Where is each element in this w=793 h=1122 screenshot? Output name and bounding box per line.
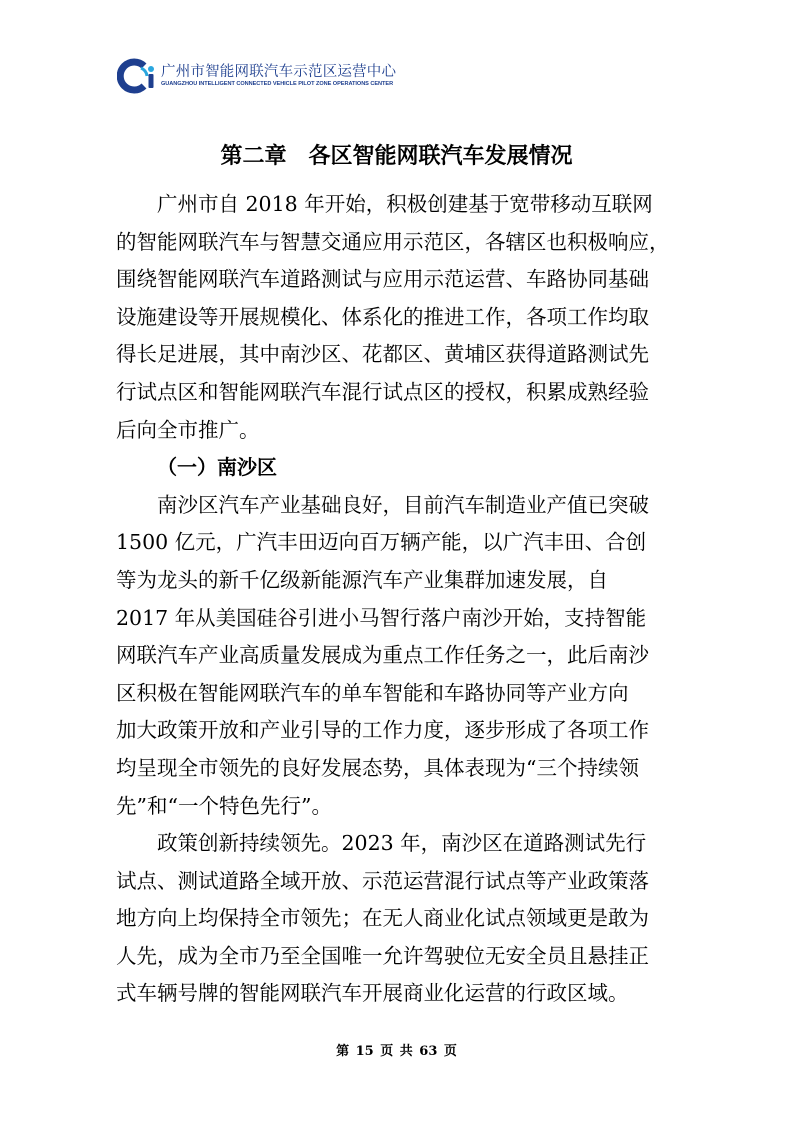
section-paragraph [116,825,678,1013]
intro-paragraph [116,186,678,449]
text-line: 政策创新持续领先。2023 年，南沙区在道路测试先行 [157,831,647,856]
section-paragraph [116,487,678,825]
text-line: 2017 年从美国硅谷引进小马智行落户南沙开始，支持智能 [116,605,647,630]
text-line: 试点、测试道路全域开放、示范运营混行试点等产业政策落 [116,868,649,893]
text-line: 等为龙头的新千亿级新能源汽车产业集群加速发展，自 [116,567,608,592]
text-line: 设施建设等开展规模化、体系化的推进工作，各项工作均取 [116,304,649,329]
text-line: 围绕智能网联汽车道路测试与应用示范运营、车路协同基础 [116,267,649,292]
text-line: 加大政策开放和产业引导的工作力度，逐步形成了各项工作 [116,718,649,743]
text-line: 后向全市推广。 [116,417,260,442]
text-line: 行试点区和智能网联汽车混行试点区的授权，积累成熟经验 [116,379,649,404]
chapter-title: 第二章 各区智能网联汽车发展情况 [220,144,573,169]
org-name-cn: 广州市智能网联汽车示范区运营中心 [161,64,397,80]
text-line: 均呈现全市领先的良好发展态势，具体表现为“三个持续领 [116,755,639,780]
org-name-en: GUANGZHOU INTELLIGENT CONNECTED VEHICLE PILOT ZONE OPERATIONS CENTER [161,81,394,87]
text-line: 先”和“一个特色先行”。 [116,793,332,818]
text-line: 网联汽车产业高质量发展成为重点工作任务之一，此后南沙 [116,643,649,668]
text-line: 广州市自 2018 年开始，积极创建基于宽带移动互联网 [157,192,653,216]
text-line: 1500 亿元，广汽丰田迈向百万辆产能，以广汽丰田、合创 [116,530,647,555]
document-body [116,186,678,1013]
document-header [117,58,396,94]
gicv-logo-icon [117,58,157,94]
text-line: 人先，成为全市乃至全国唯一允许驾驶位无安全员且悬挂正 [116,943,649,968]
text-line: 南沙区汽车产业基础良好，目前汽车制造业产值已突破 [157,492,649,517]
text-line: 式车辆号牌的智能网联汽车开展商业化运营的行政区域。 [116,981,629,1006]
section-heading: （一）南沙区 [157,455,277,480]
text-line: 的智能网联汽车与智慧交通应用示范区，各辖区也积极响应， [116,229,670,254]
page-number: 第 15 页 共 63 页 [336,1044,457,1059]
text-line: 得长足进展，其中南沙区、花都区、黄埔区获得道路测试先 [116,342,649,367]
text-line: 区积极在智能网联汽车的单车智能和车路协同等产业方向 [116,680,629,705]
text-line: 地方向上均保持全市领先；在无人商业化试点领域更是敢为 [116,906,649,931]
